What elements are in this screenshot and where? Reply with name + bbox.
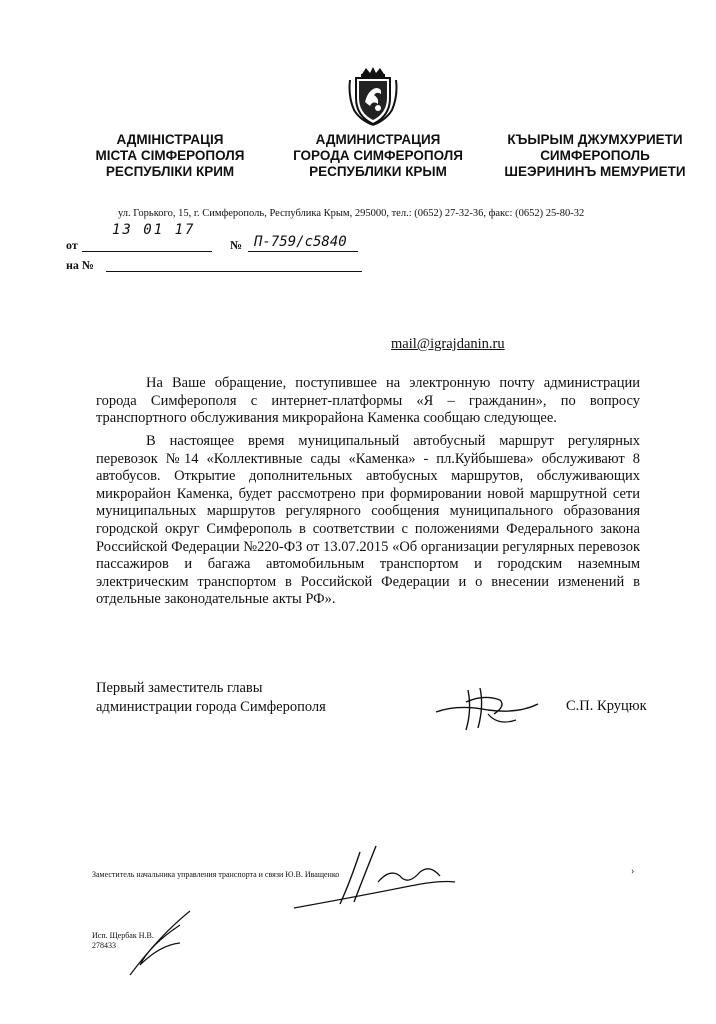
header-russian: [278, 132, 478, 180]
header-ukrainian-line: АДМІНІСТРАЦІЯ: [116, 132, 224, 147]
address-line: ул. Горького, 15, г. Симферополь, Республика Крым, 295000, тел.: (0652) 27-32-36, факс: (0652) 25-80-32: [118, 208, 585, 219]
header-crimean-tatar-line: КЪЫРЫМ ДЖУМХУРИЕТИ: [507, 132, 683, 147]
signatory-position: [96, 679, 326, 717]
header-crimean-tatar: [490, 132, 700, 180]
header-ukrainian: [80, 132, 260, 180]
body-paragraph-2: В настоящее время муниципальный автобусный маршрут регулярных перевозок №14 «Коллективные сады «Каменка» - пл.Куйбышева» обслуживают 8 автобусов. Открытие дополнительных автобусных маршрутов, обслуживающих микрорайон Каменка, будет рассмотрено при формировании новой маршрутной сети муниципальных маршрутов регулярного сообщения муниципального образования городской округ Симферополь в соответствии с положениями Федерального закона Российской Федерации №220-ФЗ от 13.07.2015 «Об организации регулярных перевозок пассажиров и багажа автомобильным транспортом и городским наземным электрическим транспортом в Российской Федерации и о внесении изменений в отдельные законодательные акты РФ».: [96, 433, 640, 608]
signatory-position-line: администрации города Симферополя: [96, 699, 326, 715]
body-paragraph-1: На Ваше обращение, поступившее на электронную почту администрации города Симферополя с интернет-платформы «Я – гражданин», по вопросу транспортного обслуживания микрорайона Каменка сообщаю следующее.: [96, 375, 640, 427]
number-label: №: [230, 238, 243, 252]
margin-mark: ›: [631, 866, 635, 877]
date-value: 13 01 17: [112, 222, 196, 238]
signatory-name: С.П. Круцюк: [566, 698, 647, 714]
header-russian-line: РЕСПУБЛИКИ КРЫМ: [309, 164, 447, 179]
header-ukrainian-line: МІСТА СІМФЕРОПОЛЯ: [95, 148, 245, 163]
handwritten-signature: [428, 684, 548, 734]
executor-name: Исп. Щербак Н.В.: [92, 931, 154, 940]
header-russian-line: ГОРОДА СИМФЕРОПОЛЯ: [293, 148, 463, 163]
date-label: от: [66, 238, 78, 252]
reference-label: на №: [66, 258, 94, 272]
header-ukrainian-line: РЕСПУБЛІКИ КРИМ: [105, 164, 235, 179]
signatory-position-line: Первый заместитель главы: [96, 680, 263, 696]
executor-signature: [110, 905, 200, 985]
number-line: [248, 251, 358, 252]
coat-of-arms-icon: [348, 66, 398, 126]
approval-line: Заместитель начальника управления транспорта и связи Ю.В. Иващенко: [92, 870, 340, 879]
reference-line: [106, 271, 362, 272]
header-crimean-tatar-line: ШЕЭРИНИНЪ МЕМУРИЕТИ: [504, 164, 686, 179]
recipient-email: mail@igrajdanin.ru: [391, 336, 505, 352]
executor-phone: 278433: [92, 941, 116, 950]
number-value: П-759/с5840: [254, 234, 347, 250]
date-line: [82, 251, 212, 252]
header-crimean-tatar-line: СИМФЕРОПОЛЬ: [540, 148, 650, 163]
header-russian-line: АДМИНИСТРАЦИЯ: [315, 132, 441, 147]
approval-signature: [290, 842, 460, 912]
